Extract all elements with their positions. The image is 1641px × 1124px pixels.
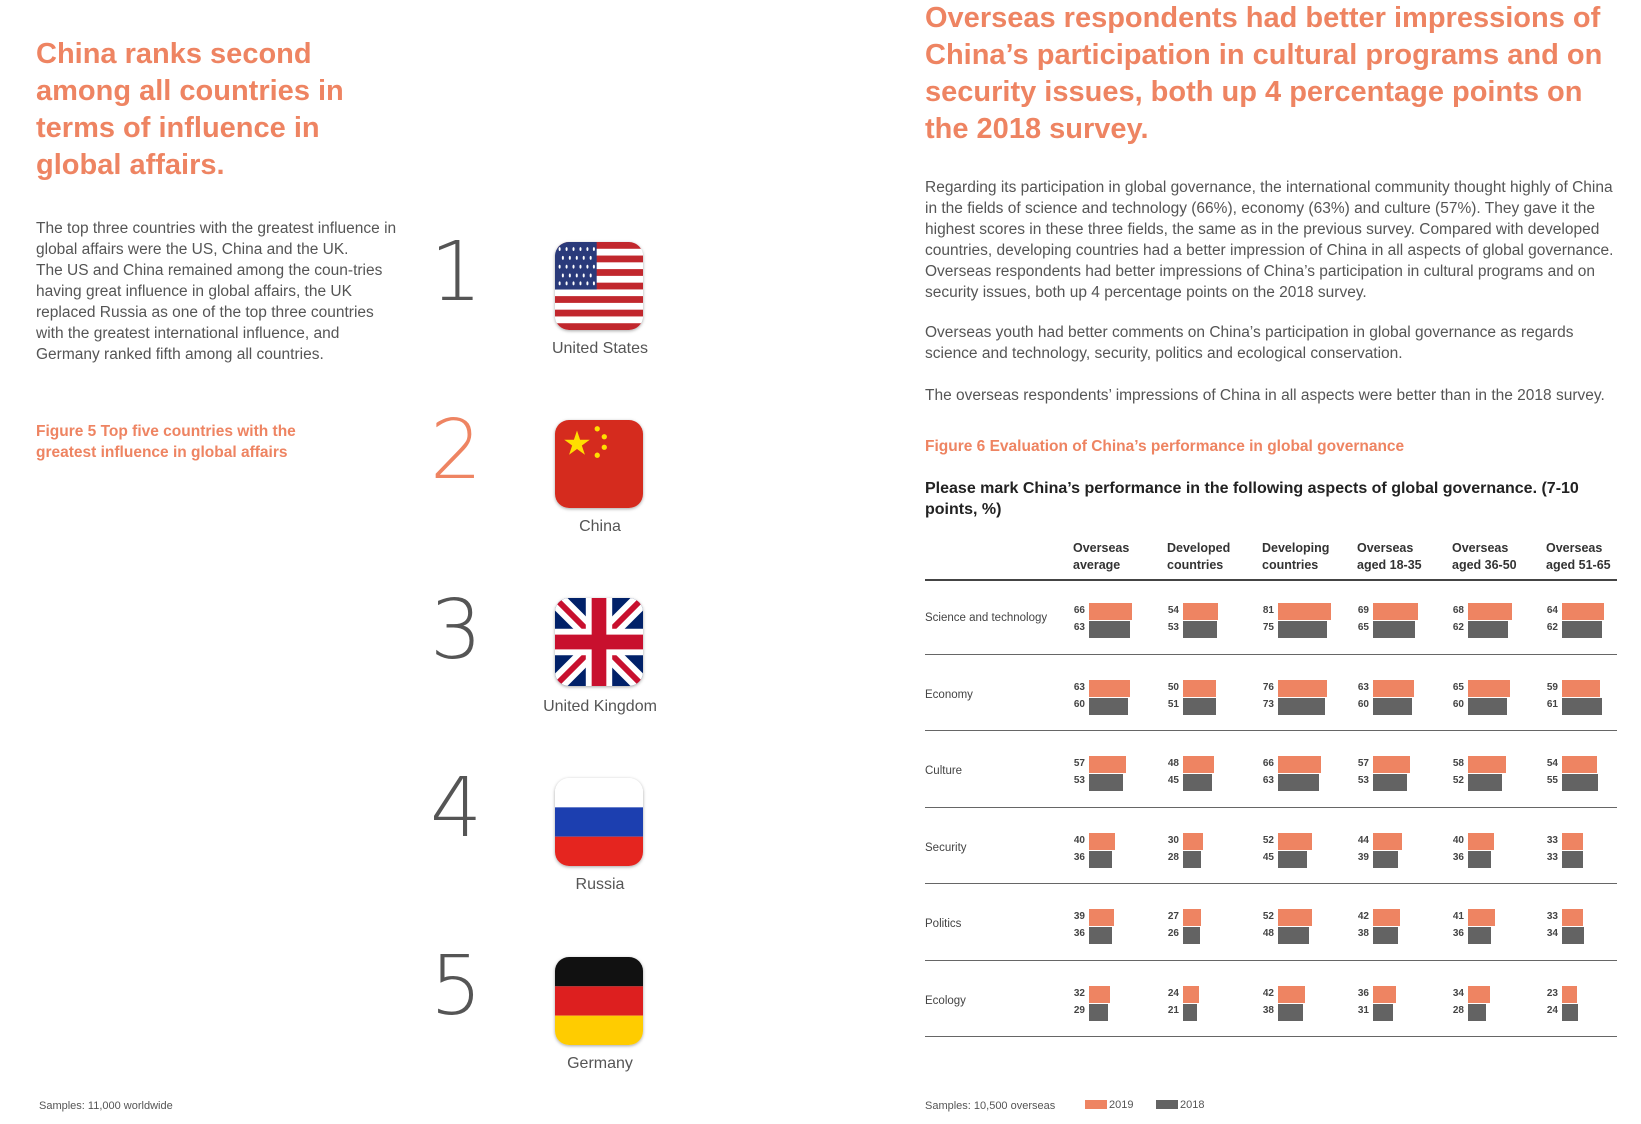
value-label-2019: 24: [1167, 987, 1179, 999]
value-label-2018: 60: [1357, 698, 1369, 710]
bar-2019: [1278, 909, 1312, 926]
bar-2019: [1562, 986, 1577, 1003]
value-label-2019: 50: [1167, 681, 1179, 693]
bar-2019: [1183, 756, 1214, 773]
bar-2018: [1183, 851, 1201, 868]
left-page-title: China ranks second among all countries in terms of influence in global affairs.: [36, 38, 344, 181]
value-label-2019: 69: [1357, 605, 1369, 616]
us-flag-icon: [555, 242, 643, 330]
value-label-2018: 55: [1546, 775, 1558, 786]
value-label-2019: 33: [1546, 911, 1558, 922]
value-label-2018: 39: [1357, 851, 1369, 863]
value-label-2019: 66: [1262, 758, 1274, 769]
bar-2018: [1278, 927, 1309, 944]
value-label-2019: 34: [1452, 987, 1464, 999]
value-label-2018: 51: [1167, 698, 1179, 710]
bar-2018: [1373, 927, 1398, 944]
bar-2019: [1562, 680, 1600, 697]
right-paragraph-1: Regarding its participation in global governance, the international community thought highly of China in the fields of science and technology (66%), economy (63%) and culture (57%). They gave it the highest scores in these three fields, the same as in the previous survey. Compared with developed countries, developing countries had a better impression of China in all aspects of global governance. Overseas respondents had better impressions of China’s participation in cultural programs and on security issues, both up 4 percentage points on the 2018 survey.: [925, 179, 1614, 301]
value-label-2019: 68: [1452, 605, 1464, 616]
bar-2019: [1468, 909, 1495, 926]
bar-2018: [1373, 698, 1412, 715]
legend-label-2018: 2018: [1180, 1099, 1205, 1111]
bar-2019: [1562, 756, 1597, 773]
value-label-2019: 42: [1357, 911, 1369, 922]
value-label-2019: 41: [1452, 911, 1464, 922]
value-label-2018: 28: [1452, 1004, 1464, 1016]
bar-2019: [1278, 603, 1331, 620]
value-label-2018: 26: [1167, 928, 1179, 939]
value-label-2018: 53: [1167, 622, 1179, 633]
value-label-2019: 76: [1262, 681, 1274, 693]
value-label-2018: 53: [1357, 775, 1369, 786]
row-label: Science and technology: [925, 612, 1048, 624]
value-label-2019: 66: [1073, 605, 1085, 616]
bar-2019: [1468, 756, 1506, 773]
bar-2018: [1183, 621, 1217, 638]
bar-2018: [1278, 1004, 1303, 1021]
value-label-2019: 32: [1073, 987, 1085, 999]
bar-2019: [1183, 680, 1216, 697]
legend-swatch-2019: [1085, 1100, 1107, 1109]
bar-2018: [1562, 927, 1584, 944]
row-label: Culture: [925, 765, 963, 777]
bar-2018: [1562, 774, 1598, 791]
bar-2019: [1089, 603, 1132, 620]
germany-flag-icon: [555, 957, 643, 1045]
bar-2019: [1373, 756, 1410, 773]
value-label-2018: 60: [1073, 698, 1085, 710]
bar-2018: [1373, 774, 1407, 791]
legend-2018: [1156, 1099, 1204, 1111]
value-label-2019: 39: [1073, 911, 1085, 922]
bar-2018: [1468, 851, 1491, 868]
value-label-2018: 36: [1073, 851, 1085, 863]
bar-2019: [1468, 986, 1490, 1003]
bar-2019: [1278, 833, 1312, 850]
left-body-text: The top three countries with the greatest influence in global affairs were the US, China and the UK. The US and China remained among the coun-tries having great influence in global affairs, the UK replaced Russia as one of the top three countries with the greatest international influence, and Germany ranked fifth among all countries.: [36, 220, 397, 363]
chart-title: Please mark China’s performance in the following aspects of global governance. (7-10 points, %): [925, 480, 1579, 518]
country-label-us: United States: [551, 340, 649, 357]
bar-2018: [1468, 1004, 1486, 1021]
value-label-2018: 53: [1073, 775, 1085, 786]
value-label-2019: 58: [1452, 758, 1464, 769]
chart-top-rule: [925, 579, 1617, 581]
column-header-aged-36-50: Overseas aged 36-50: [1452, 541, 1517, 572]
china-flag-icon: [555, 420, 643, 508]
column-header-overseas-average: Overseas average: [1073, 541, 1130, 572]
bar-2019: [1278, 756, 1321, 773]
legend-swatch-2018: [1156, 1100, 1178, 1109]
value-label-2018: 63: [1073, 622, 1085, 633]
value-label-2019: 54: [1546, 758, 1558, 769]
bar-2018: [1373, 621, 1415, 638]
value-label-2018: 38: [1357, 928, 1369, 939]
value-label-2019: 44: [1357, 834, 1369, 846]
bar-2018: [1562, 698, 1602, 715]
column-header-developed: Developed countries: [1167, 541, 1231, 572]
value-label-2018: 24: [1546, 1004, 1558, 1016]
bar-2018: [1562, 621, 1602, 638]
value-label-2019: 65: [1452, 681, 1464, 693]
value-label-2018: 60: [1452, 698, 1464, 710]
value-label-2018: 45: [1167, 775, 1179, 786]
rank-number-3: 3: [430, 583, 483, 678]
bar-2019: [1468, 680, 1510, 697]
value-label-2019: 52: [1262, 911, 1274, 922]
bar-2018: [1089, 774, 1123, 791]
value-label-2019: 63: [1073, 681, 1085, 693]
bar-2019: [1373, 986, 1396, 1003]
value-label-2018: 63: [1262, 775, 1274, 786]
row-separator: [925, 883, 1617, 884]
value-label-2019: 52: [1262, 834, 1274, 846]
value-label-2018: 33: [1546, 851, 1558, 863]
column-header-developing: Developing countries: [1262, 541, 1330, 572]
row-label: Security: [925, 841, 967, 854]
value-label-2018: 36: [1452, 928, 1464, 939]
value-label-2018: 28: [1167, 851, 1179, 863]
bar-2018: [1278, 621, 1327, 638]
figure-6-caption: Figure 6 Evaluation of China’s performance in global governance: [925, 438, 1405, 455]
bar-2018: [1278, 774, 1319, 791]
bar-2019: [1089, 833, 1115, 850]
bar-2019: [1089, 909, 1114, 926]
bar-2018: [1373, 1004, 1393, 1021]
legend-2019: [1085, 1099, 1133, 1111]
bar-2018: [1183, 1004, 1197, 1021]
bar-2019: [1183, 833, 1203, 850]
bar-2019: [1373, 833, 1402, 850]
value-label-2019: 42: [1262, 987, 1274, 999]
right-paragraph-3: The overseas respondents’ impressions of China in all aspects were better than in the 2018 survey.: [925, 387, 1605, 404]
value-label-2018: 21: [1167, 1004, 1179, 1016]
bar-2019: [1562, 833, 1583, 850]
right-paragraph-2: Overseas youth had better comments on China’s participation in global governance as regards science and technology, security, politics and ecological conservation.: [925, 324, 1574, 362]
right-samples-note: Samples: 10,500 overseas: [925, 1100, 1056, 1112]
value-label-2019: 36: [1357, 987, 1369, 999]
value-label-2018: 62: [1452, 622, 1464, 633]
legend-label-2019: 2019: [1109, 1099, 1134, 1111]
value-label-2018: 62: [1546, 622, 1558, 633]
bar-2019: [1183, 603, 1218, 620]
bar-2019: [1373, 909, 1400, 926]
bar-2018: [1183, 698, 1216, 715]
column-header-aged-18-35: Overseas aged 18-35: [1357, 541, 1422, 572]
value-label-2018: 34: [1546, 928, 1558, 939]
value-label-2019: 33: [1546, 834, 1558, 846]
bar-2019: [1278, 680, 1327, 697]
value-label-2018: 31: [1357, 1004, 1369, 1016]
bar-2018: [1089, 927, 1112, 944]
country-label-uk: United Kingdom: [543, 698, 657, 715]
bar-2019: [1468, 603, 1512, 620]
bar-2019: [1278, 986, 1305, 1003]
value-label-2019: 81: [1262, 605, 1274, 616]
row-label: Ecology: [925, 994, 966, 1007]
bar-2018: [1089, 1004, 1108, 1021]
value-label-2018: 65: [1357, 622, 1369, 633]
value-label-2018: 36: [1073, 928, 1085, 939]
row-separator: [925, 730, 1617, 731]
value-label-2019: 30: [1167, 834, 1179, 846]
bar-2019: [1468, 833, 1494, 850]
bar-2018: [1373, 851, 1398, 868]
bar-2019: [1183, 909, 1201, 926]
rank-number-5: 5: [430, 939, 483, 1034]
value-label-2018: 48: [1262, 928, 1274, 939]
country-label-germany: Germany: [567, 1055, 633, 1072]
rank-number-4: 4: [430, 761, 483, 856]
country-label-china: China: [579, 518, 621, 535]
right-page-title: Overseas respondents had better impressions of China’s participation in cultural programs and on security issues, both up 4 percentage points on the 2018 survey.: [925, 2, 1603, 145]
uk-flag-icon: [555, 598, 643, 686]
row-separator: [925, 654, 1617, 655]
bar-2019: [1089, 986, 1110, 1003]
russia-flag-icon: [555, 778, 643, 866]
value-label-2018: 29: [1073, 1004, 1085, 1016]
bar-2018: [1562, 1004, 1578, 1021]
bar-2019: [1183, 986, 1199, 1003]
bar-2018: [1278, 698, 1325, 715]
figure-5-caption: Figure 5 Top five countries with the greatest influence in global affairs: [36, 423, 296, 461]
value-label-2019: 57: [1073, 758, 1085, 769]
bar-2019: [1562, 603, 1604, 620]
value-label-2018: 73: [1262, 698, 1274, 710]
row-separator: [925, 960, 1617, 961]
bar-2019: [1089, 680, 1130, 697]
value-label-2019: 64: [1546, 605, 1558, 616]
bar-2018: [1562, 851, 1583, 868]
value-label-2018: 61: [1546, 698, 1558, 710]
value-label-2018: 45: [1262, 851, 1274, 863]
value-label-2019: 59: [1546, 681, 1558, 693]
value-label-2019: 48: [1167, 758, 1179, 769]
bar-2018: [1089, 621, 1130, 638]
bar-2018: [1468, 621, 1508, 638]
bar-2018: [1278, 851, 1307, 868]
bar-2019: [1373, 603, 1418, 620]
bar-2018: [1089, 851, 1112, 868]
value-label-2019: 57: [1357, 758, 1369, 769]
value-label-2019: 27: [1167, 911, 1179, 922]
bar-2018: [1468, 774, 1502, 791]
bar-2018: [1468, 698, 1507, 715]
value-label-2018: 38: [1262, 1004, 1274, 1016]
value-label-2019: 40: [1073, 834, 1085, 846]
value-label-2019: 63: [1357, 681, 1369, 693]
value-label-2019: 40: [1452, 834, 1464, 846]
bar-2019: [1562, 909, 1583, 926]
rank-number-1: 1: [430, 225, 483, 320]
rank-number-2: 2: [430, 403, 483, 498]
value-label-2018: 75: [1262, 622, 1274, 633]
bar-2019: [1373, 680, 1414, 697]
bar-2018: [1183, 927, 1200, 944]
bar-2018: [1089, 698, 1128, 715]
value-label-2019: 23: [1546, 987, 1558, 999]
value-label-2018: 52: [1452, 775, 1464, 786]
row-label: Economy: [925, 688, 973, 701]
row-label: Politics: [925, 918, 962, 930]
bar-2018: [1183, 774, 1212, 791]
row-separator: [925, 1036, 1617, 1037]
left-samples-note: Samples: 11,000 worldwide: [39, 1100, 173, 1112]
bar-2018: [1468, 927, 1491, 944]
country-label-russia-text: Russia: [575, 876, 625, 893]
row-separator: [925, 807, 1617, 808]
value-label-2018: 36: [1452, 851, 1464, 863]
value-label-2019: 54: [1167, 605, 1179, 616]
bar-2019: [1089, 756, 1126, 773]
column-header-aged-51-65: Overseas aged 51-65: [1546, 541, 1611, 572]
